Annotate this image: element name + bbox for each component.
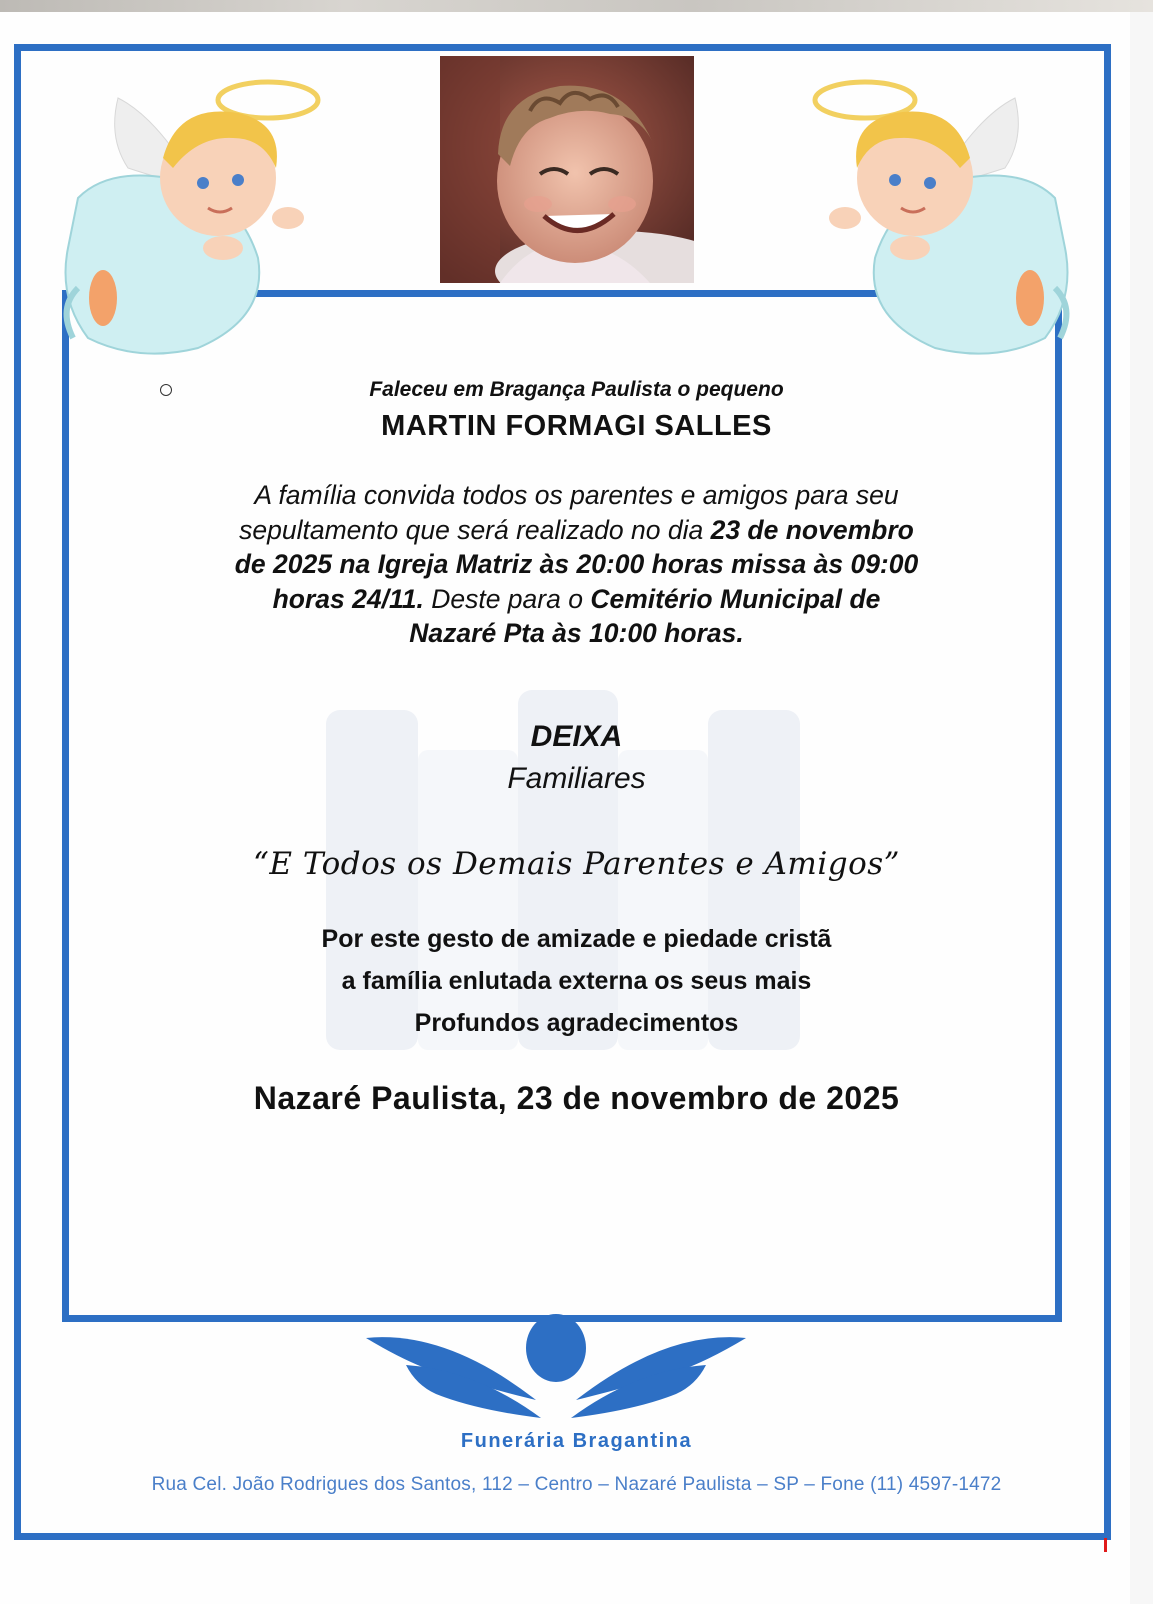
notice-intro: Faleceu em Bragança Paulista o pequeno — [369, 378, 784, 401]
leaves-heading: DEIXA — [530, 720, 623, 753]
invitation-line: A família convida todos os parentes e amigos para seu — [254, 480, 899, 510]
funeral-home-name: Funerária Bragantina — [460, 1430, 693, 1452]
invitation-line: sepultamento que será realizado no dia 23 de novembro — [239, 514, 914, 545]
scan-mark — [1104, 1538, 1107, 1552]
invitation-line: Nazaré Pta às 10:00 horas. — [409, 618, 744, 648]
scan-top-edge — [0, 0, 1153, 12]
angel-icon — [795, 58, 1085, 368]
closing-quote: “E Todos os Demais Parentes e Amigos” — [252, 846, 901, 882]
funeraria-logo-icon — [366, 1310, 746, 1430]
deceased-name: MARTIN FORMAGI SALLES — [381, 410, 772, 442]
dateline: Nazaré Paulista, 23 de novembro de 2025 — [253, 1080, 900, 1116]
invitation-line: horas 24/11. Deste para o Cemitério Municipal de — [272, 583, 881, 614]
deceased-photo — [440, 56, 694, 283]
leaves-family: Familiares — [507, 762, 646, 795]
angel-icon — [48, 58, 338, 368]
thanks-block — [0, 918, 1153, 1044]
invitation-paragraph — [0, 478, 1153, 651]
thanks-line: a família enlutada externa os seus mais — [341, 967, 812, 995]
thanks-line: Profundos agradecimentos — [414, 1009, 739, 1037]
thanks-line: Por este gesto de amizade e piedade cristã — [321, 925, 832, 953]
funeral-home-address: Rua Cel. João Rodrigues dos Santos, 112 – Centro – Nazaré Paulista – SP – Fone (11) 4597-1472 — [151, 1474, 1002, 1495]
invitation-line: de 2025 na Igreja Matriz às 20:00 horas missa às 09:00 — [234, 549, 919, 579]
